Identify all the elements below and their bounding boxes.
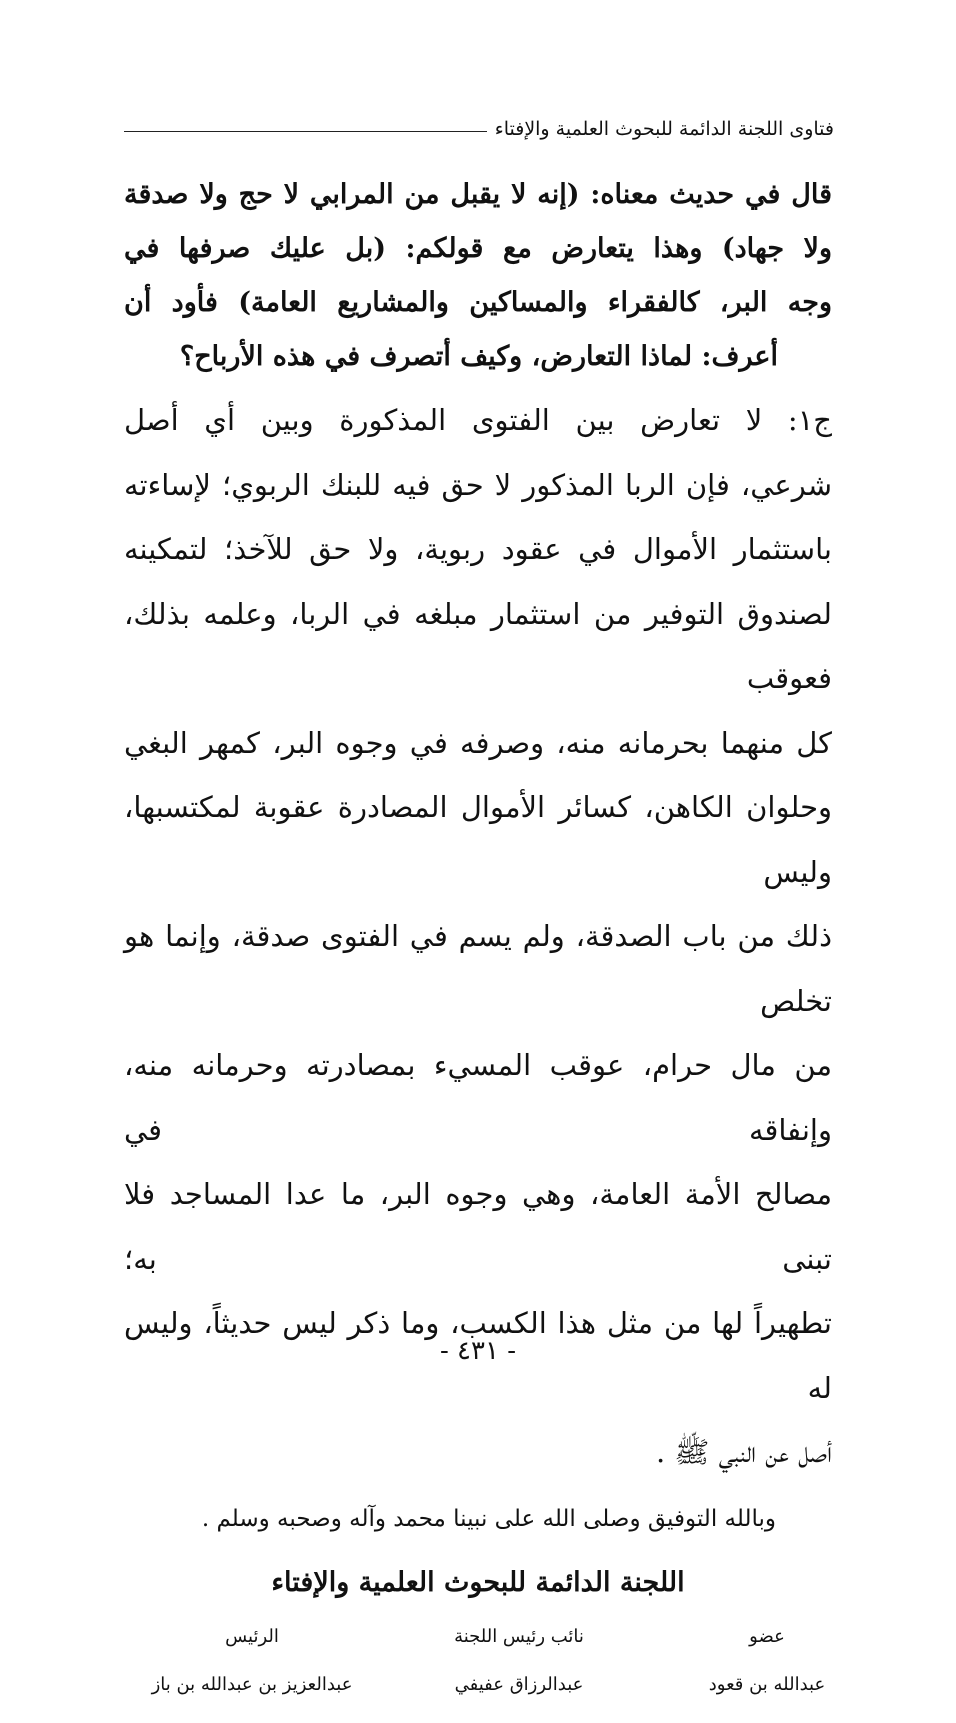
running-header bbox=[124, 112, 834, 146]
answer-line: مصالح الأمة العامة، وهي وجوه البر، ما عدا المساجد فلا تبنى به؛ bbox=[124, 1177, 832, 1276]
question-line: ولا جهاد) وهذا يتعارض مع قولكم: (بل عليك صرفها في bbox=[124, 233, 832, 264]
signatory-member bbox=[702, 1613, 832, 1709]
answer-line: ج١: لا تعارض بين الفتوى المذكورة وبين أي أصل bbox=[124, 403, 832, 437]
answer-line: باستثمار الأموال في عقود ربوية، ولا حق للآخذ؛ لتمكينه bbox=[124, 532, 832, 566]
question-block bbox=[124, 168, 832, 384]
closing-line: وبالله التوفيق وصلى الله على نبينا محمد وآله وصحبه وسلم . bbox=[201, 1505, 776, 1532]
signatory-role: نائب رئيس اللجنة bbox=[454, 1625, 584, 1647]
signatory-vice-president bbox=[434, 1613, 604, 1709]
answer-block bbox=[124, 388, 832, 1485]
page-content bbox=[124, 168, 832, 1723]
question-line: وجه البر، كالفقراء والمساكين والمشاريع العامة) فأود أن bbox=[124, 287, 832, 318]
signatories bbox=[124, 1613, 832, 1723]
answer-line: من مال حرام، عوقب المسيء بمصادرته وحرمانه منه، وإنفاقه في bbox=[124, 1048, 832, 1147]
question-line: قال في حديث معناه: (إنه لا يقبل من المرابي لا حج ولا صدقة bbox=[124, 179, 832, 210]
answer-line: شرعي، فإن الربا المذكور لا حق فيه للبنك الربوي؛ لإساءته bbox=[124, 467, 832, 502]
answer-line: ذلك من باب الصدقة، ولم يسم في الفتوى صدقة، وإنما هو تخلص bbox=[124, 919, 832, 1018]
answer-line: تطهيراً لها من مثل هذا الكسب، وما ذكر ليس حديثاً، وليس له bbox=[124, 1306, 832, 1405]
page-number: - ٤٣١ - bbox=[439, 1336, 517, 1366]
header-title: فتاوى اللجنة الدائمة للبحوث العلمية والإفتاء bbox=[494, 118, 834, 140]
question-line: أعرف: لماذا التعارض، وكيف أتصرف في هذه الأرباح؟ bbox=[179, 341, 778, 372]
signatory-name: عبدالله بن قعود bbox=[708, 1673, 826, 1695]
signatory-role: الرئيس bbox=[225, 1625, 279, 1647]
answer-line: كل منهما بحرمانه منه، وصرفه في وجوه البر، كمهر البغي bbox=[124, 725, 832, 760]
answer-line: لصندوق التوفير من استثمار مبلغه في الربا، وعلمه بذلك، فعوقب bbox=[124, 596, 832, 695]
signatory-role: عضو bbox=[749, 1625, 785, 1647]
signatory-president bbox=[142, 1613, 362, 1709]
header-rule bbox=[124, 131, 487, 132]
signatory-name: عبدالرزاق عفيفي bbox=[454, 1673, 584, 1695]
signatory-name: عبدالعزيز بن عبدالله بن باز bbox=[151, 1673, 353, 1695]
answer-line: أصل عن النبي ﷺ . bbox=[655, 1435, 832, 1469]
committee-name: اللجنة الدائمة للبحوث العلمية والإفتاء bbox=[271, 1566, 685, 1598]
answer-line: وحلوان الكاهن، كسائر الأموال المصادرة عقوبة لمكتسبها، وليس bbox=[124, 790, 832, 889]
